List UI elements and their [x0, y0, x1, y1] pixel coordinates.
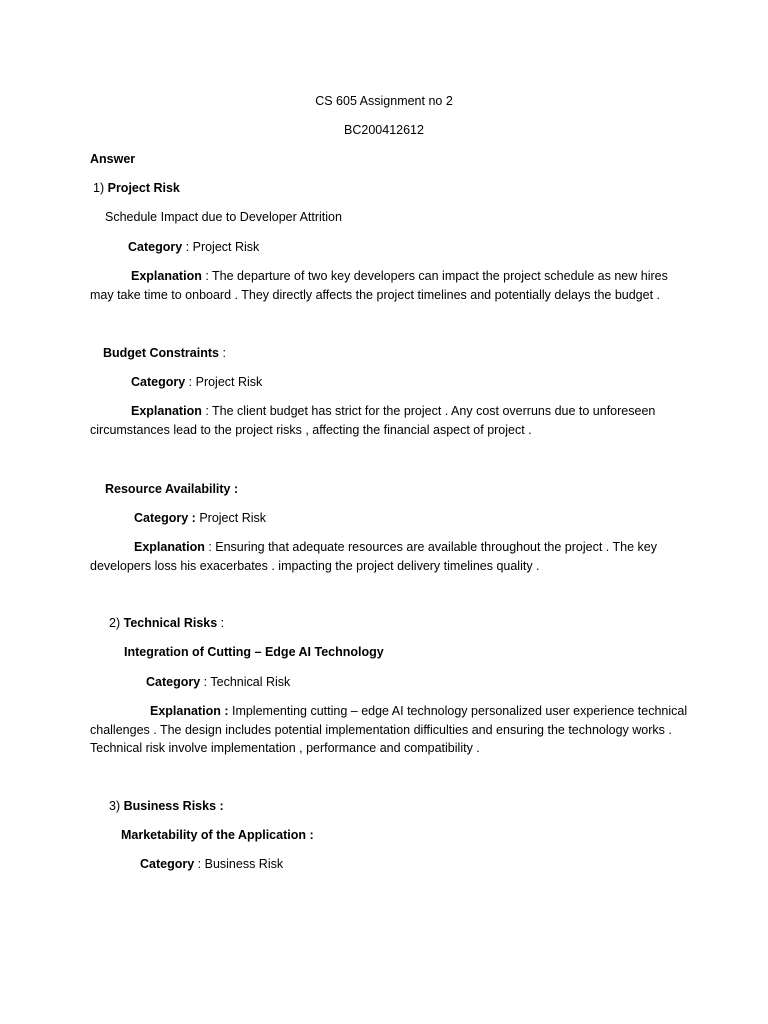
item-explanation-resource-availability: Explanation : Ensuring that adequate resources are available throughout the project . The key developers loss his exacerbates . impacting the project delivery timelines quality .	[90, 540, 657, 573]
item-title-ai-integration: Integration of Cutting – Edge AI Technology	[124, 645, 384, 659]
item-title-resource-availability: Resource Availability :	[105, 482, 239, 496]
section-heading-technical-risks: 2) Technical Risks :	[109, 616, 225, 630]
item-title-schedule-impact: Schedule Impact due to Developer Attrition	[105, 210, 342, 224]
item-category-budget-constraints: Category : Project Risk	[131, 375, 263, 389]
document-title: CS 605 Assignment no 2	[315, 94, 453, 108]
answer-label: Answer	[90, 152, 136, 166]
section-heading-project-risk: 1) Project Risk	[93, 181, 180, 195]
item-explanation-budget-constraints: Explanation : The client budget has strict for the project . Any cost overruns due to unforeseen circumstances lead to the project risks , affecting the financial aspect of project .	[90, 404, 656, 437]
item-category-ai-integration: Category : Technical Risk	[146, 675, 291, 689]
item-category-marketability: Category : Business Risk	[140, 857, 284, 871]
item-explanation-ai-integration: Explanation : Implementing cutting – edge AI technology personalized user experience technical challenges . The design includes potential implementation difficulties and ensuring the technology works . Technical risk involve implementation , performance and compatibility .	[90, 704, 688, 755]
item-category-schedule-impact: Category : Project Risk	[128, 240, 260, 254]
section-heading-business-risks: 3) Business Risks :	[109, 799, 224, 813]
item-explanation-schedule-impact: Explanation : The departure of two key developers can impact the project schedule as new hires may take time to onboard . They directly affects the project timelines and potentially delays the budget .	[90, 269, 668, 302]
item-category-resource-availability: Category : Project Risk	[134, 511, 266, 525]
student-id: BC200412612	[344, 123, 424, 137]
item-title-budget-constraints: Budget Constraints :	[103, 346, 226, 360]
item-title-marketability: Marketability of the Application :	[121, 828, 314, 842]
